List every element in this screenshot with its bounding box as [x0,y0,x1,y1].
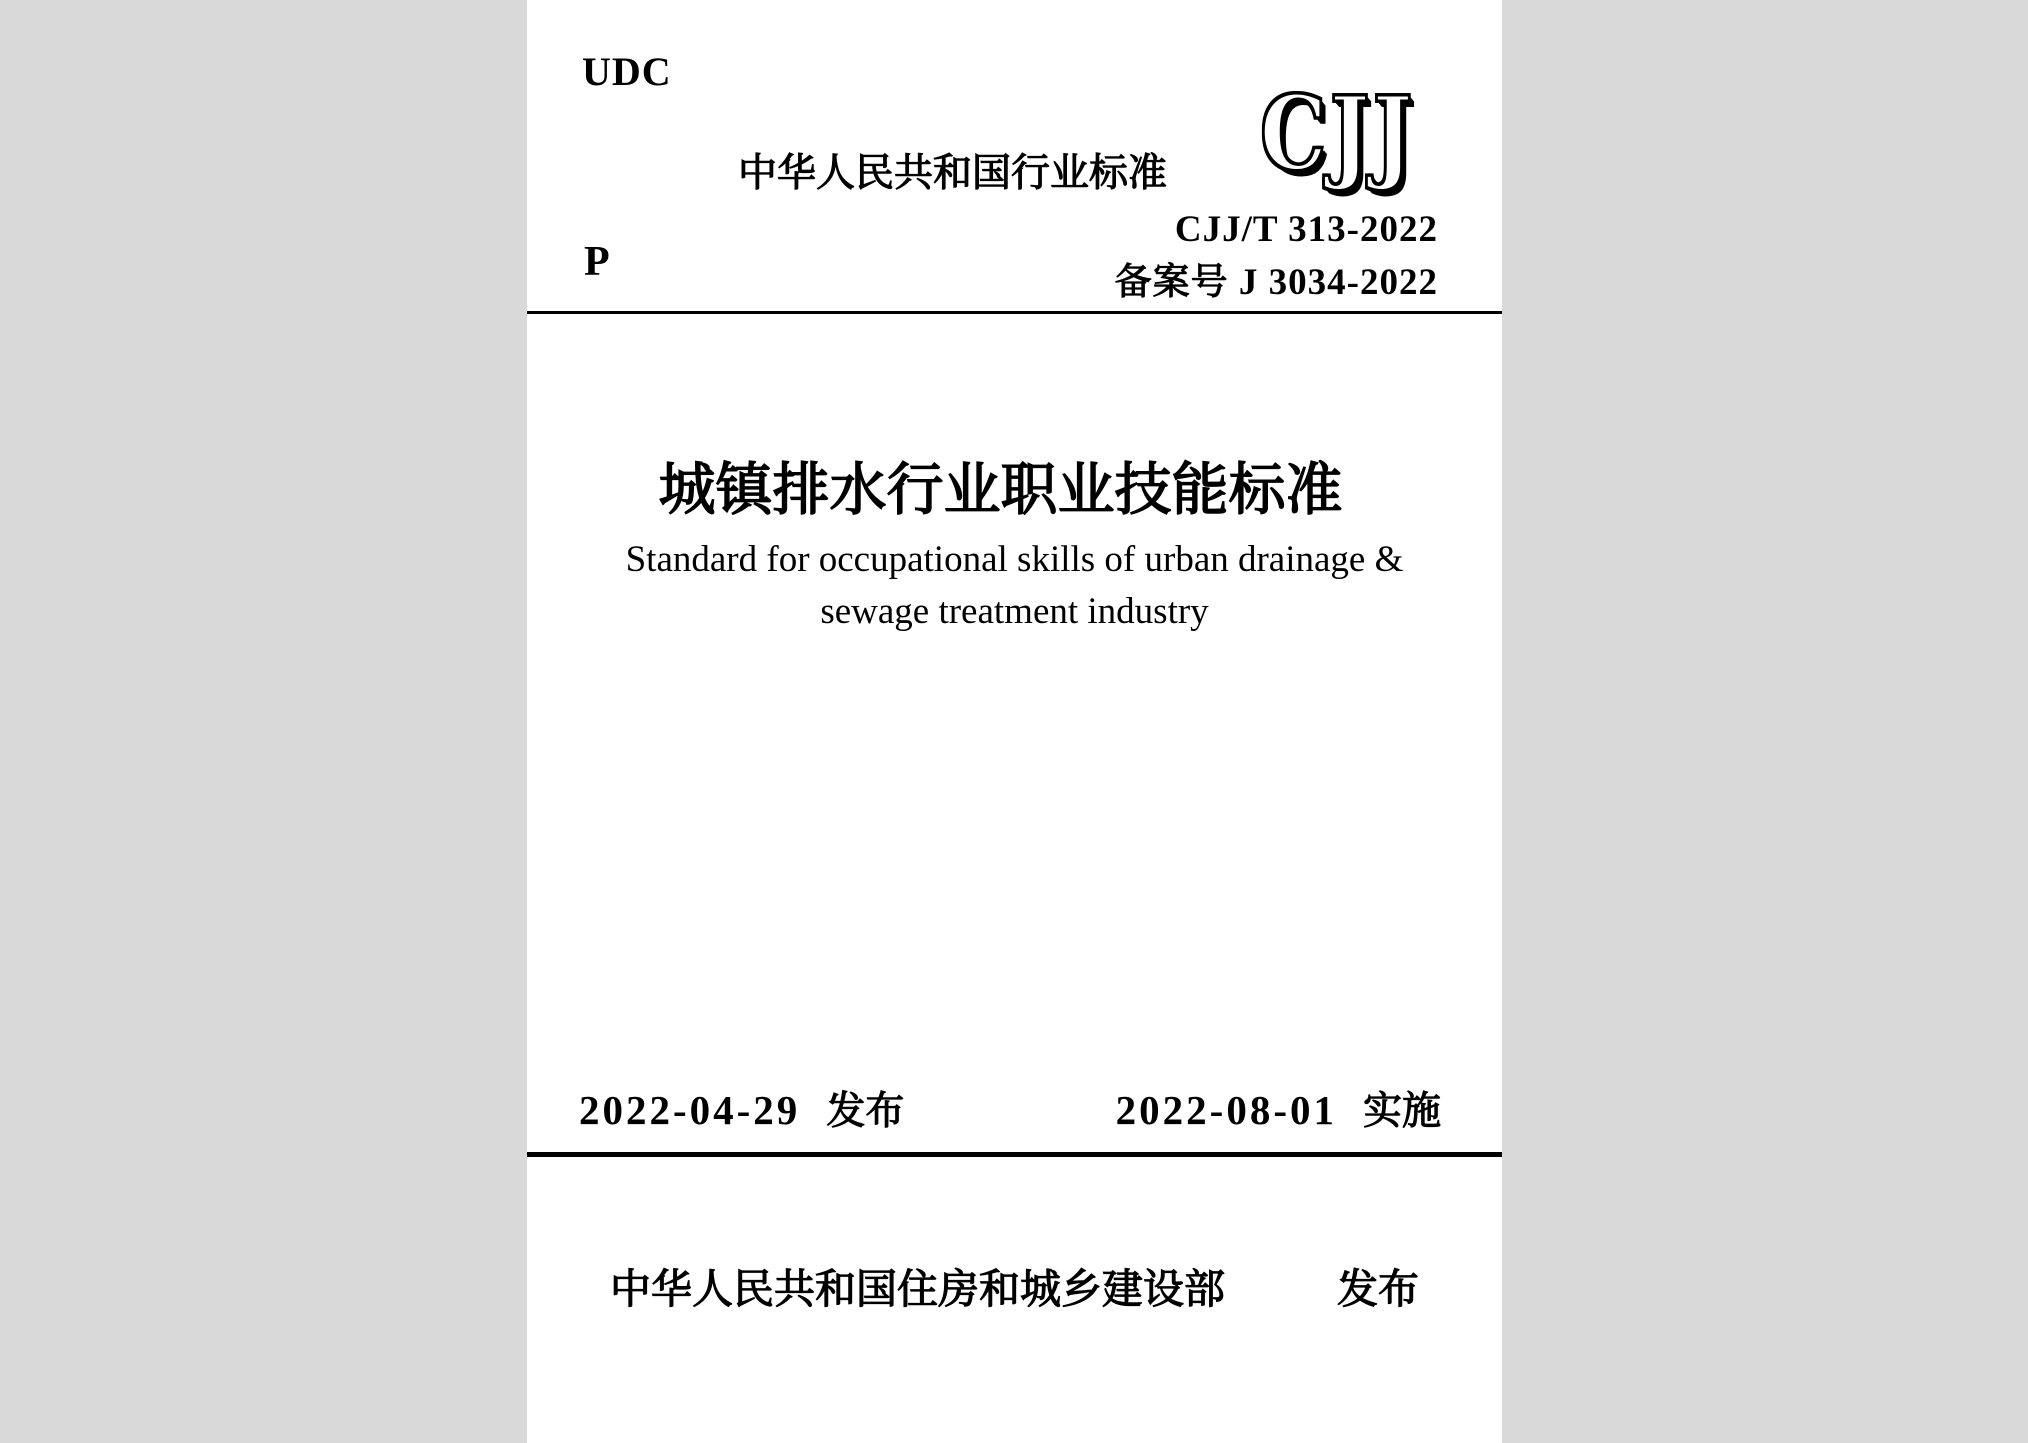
publisher-name: 中华人民共和国住房和城乡建设部 [610,1265,1225,1313]
classification-mark: P [584,239,610,285]
header-divider-line [527,311,1502,314]
standard-title-english-line2: sewage treatment industry [820,591,1209,632]
implement-label: 实施 [1362,1089,1441,1134]
issue-date-group [579,1080,904,1136]
standard-code: CJJ/T 313-2022 [1174,209,1438,250]
dates-row [579,1080,1441,1136]
udc-label: UDC [582,49,672,94]
publisher-row [527,1256,1502,1315]
publisher-action: 发布 [1337,1265,1419,1313]
record-number: 备案号 J 3034-2022 [1114,262,1438,303]
standard-title-english [527,534,1502,638]
footer-divider-line [527,1152,1502,1157]
implement-date: 2022-08-01 [1115,1087,1337,1133]
cjj-logo: CJJ [1260,74,1416,194]
implement-date-group [1116,1080,1441,1136]
standard-cover-page [527,0,1502,1443]
national-industry-standard-heading: 中华人民共和国行业标准 [738,151,1168,196]
issue-label: 发布 [826,1089,905,1134]
standard-title-english-line1: Standard for occupational skills of urban drainage & [625,539,1404,580]
standard-title-chinese: 城镇排水行业职业技能标准 [658,457,1343,523]
issue-date: 2022-04-29 [579,1087,801,1133]
